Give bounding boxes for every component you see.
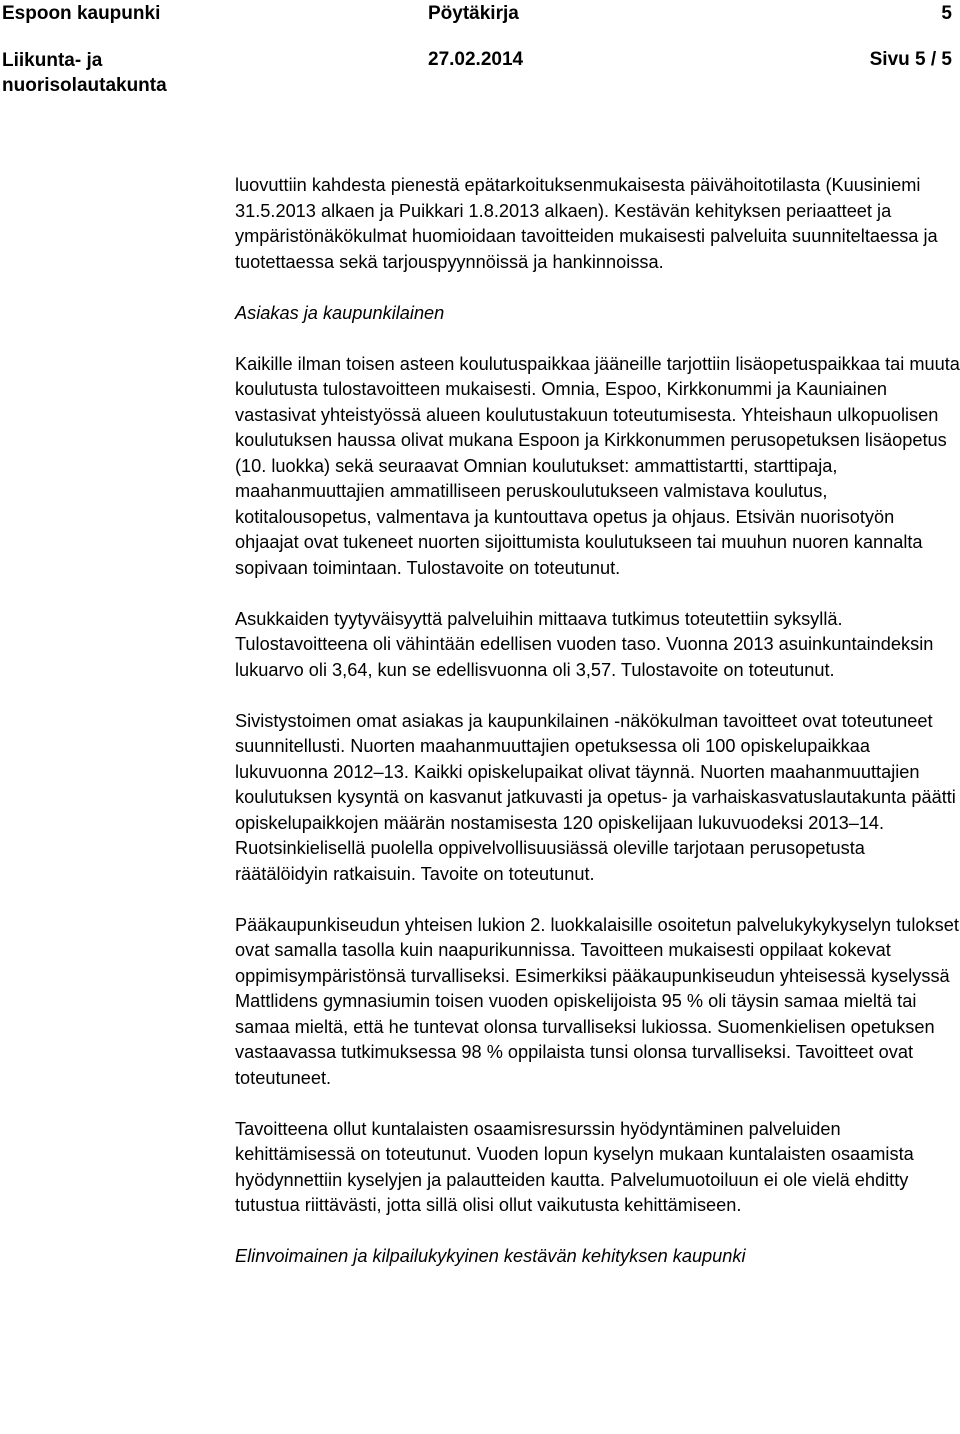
organization-name: Espoon kaupunki: [2, 3, 161, 24]
meeting-date: 27.02.2014: [428, 49, 524, 70]
paragraph-upper-secondary-survey: Pääkaupunkiseudun yhteisen lukion 2. luokkalaisille osoitetun palvelukykykyselyn tulokset ovat samalla tasolla kuin naapurikunnissa. Tavoitteen mukaisesti oppilaat kokevat oppimisympäristönsä turvalliseksi. Esimerkiksi pääkaupunkiseudun yhteisessä kyselyssä Mattlidens gymnasiumin toisen vuoden opiskelijoista 95 % oli täysin samaa mieltä tai samaa mieltä, että he tuntevat olonsa turvalliseksi lukiossa. Suomenkielisen opetuksen vastaavassa tutkimuksessa 98 % oppilaista tunsi olonsa turvalliseksi. Tavoitteet ovat toteutuneet.: [235, 914, 959, 1088]
section-heading-customer: Asiakas ja kaupunkilainen: [235, 302, 445, 323]
paragraph-environment: luovuttiin kahdesta pienestä epätarkoituksenmukaisesta päivähoitotilasta (Kuusiniemi 31.5.2013 alkaen ja Puikkari 1.8.2013 alkaen). Kestävän kehityksen periaatteet ja ympäristönäkökulmat huomioidaan tavoitteiden mukaisesti palveluita suunniteltaessa ja tuotettaessa sekä tarjouspyynnöissä ja hankinnoissa.: [235, 175, 938, 272]
header-center: [428, 2, 523, 72]
department-name: Liikunta- ja nuorisolautakunta: [2, 50, 167, 96]
document-number: 5: [941, 3, 952, 24]
paragraph-resident-expertise: Tavoitteena ollut kuntalaisten osaamisresurssin hyödyntäminen palveluiden kehittämisessä on toteutunut. Vuoden lopun kyselyn mukaan kuntalaisten osaamista hyödynnettiin kyselyjen ja palautteiden kautta. Palvelumuotoiluun ei ole vielä ehditty tutustua riittävästi, jotta sillä olisi ollut vaikutusta kehittämiseen.: [235, 1118, 914, 1215]
document-type: Pöytäkirja: [428, 3, 519, 24]
document-body: [235, 173, 960, 1270]
paragraph-resident-satisfaction: Asukkaiden tyytyväisyyttä palveluihin mittaava tutkimus toteutettiin syksyllä. Tulostavoitteena oli vähintään edellisen vuoden taso. Vuonna 2013 asuinkuntaindeksin lukuarvo oli 3,64, kun se edellisvuonna oli 3,57. Tulostavoite on toteutunut.: [235, 608, 934, 680]
header-left: [2, 2, 202, 96]
paragraph-immigrant-education: Sivistystoimen omat asiakas ja kaupunkilainen -näkökulman tavoitteet ovat toteutuneet suunnitellusti. Nuorten maahanmuuttajien opetuksessa oli 100 opiskelupaikkaa lukuvuonna 2012–13. Kaikki opiskelupaikat olivat täynnä. Nuorten maahanmuuttajien koulutuksen kysyntä on kasvanut jatkuvasti ja opetus- ja varhaiskasvatuslautakunta päätti opiskelupaikkojen määrän nostamisesta 120 opiskelijaan lukuvuodeksi 2013–14. Ruotsinkielisellä puolella oppivelvollisuusiässä oleville tarjotaan perusopetusta räätälöidyin ratkaisuin. Tavoite on toteutunut.: [235, 710, 956, 884]
header-right: [870, 2, 952, 72]
section-heading-vitality: Elinvoimainen ja kilpailukykyinen kestävän kehityksen kaupunki: [235, 1246, 746, 1266]
page-number: Sivu 5 / 5: [869, 49, 952, 70]
paragraph-education-guarantee: Kaikille ilman toisen asteen koulutuspaikkaa jääneille tarjottiin lisäopetuspaikkaa tai muuta koulutusta tulostavoitteen mukaisesti. Omnia, Espoo, Kirkkonummi ja Kauniainen vastasivat yhteistyössä alueen koulutustakuun toteutumisesta. Yhteishaun ulkopuolisen koulutuksen haussa olivat mukana Espoon ja Kirkkonummen perusopetuksen lisäopetus (10. luokka) sekä seuraavat Omnian koulutukset: ammattistartti, starttipaja, maahanmuuttajien ammatilliseen peruskoulutukseen valmistava koulutus, kotitalousopetus, valmentava ja kuntouttava opetus ja ohjaus. Etsivän nuorisotyön ohjaajat ovat tukeneet nuorten sijoittumista koulutukseen tai muuhun nuoren kannalta sopivaan toimintaan. Tulostavoite on toteutunut.: [235, 353, 960, 578]
